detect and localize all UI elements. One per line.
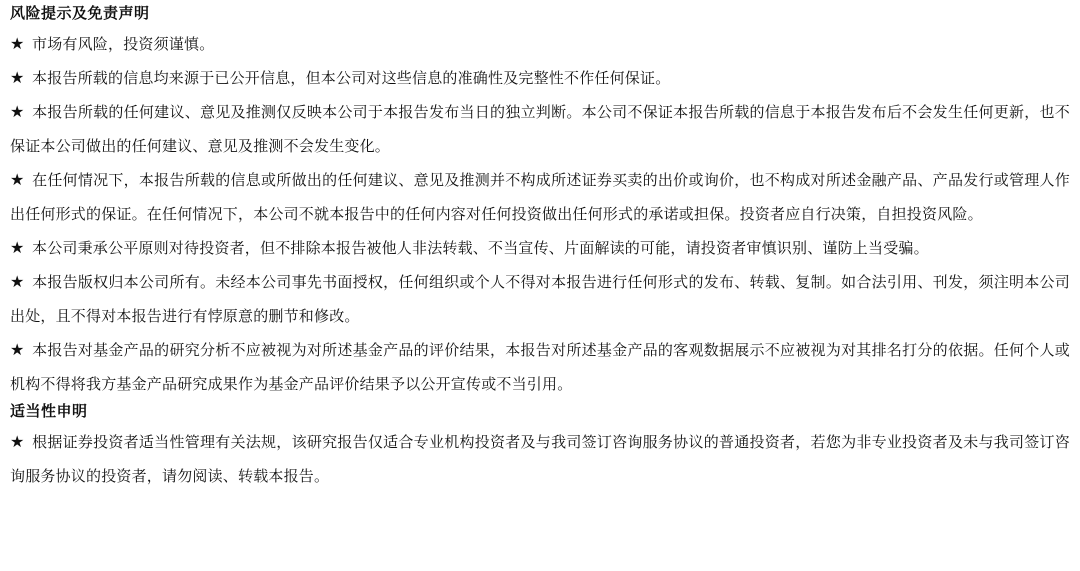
star-icon: ★: [10, 34, 25, 53]
suitability-item: [10, 425, 1070, 493]
disclaimer-item: [10, 61, 1070, 95]
star-icon: ★: [10, 102, 25, 121]
disclaimer-item: [10, 265, 1070, 333]
disclaimer-item: [10, 333, 1070, 401]
star-icon: ★: [10, 170, 25, 189]
star-icon: ★: [10, 340, 25, 359]
star-icon: ★: [10, 68, 25, 87]
disclaimer-item: [10, 163, 1070, 231]
disclaimer-item-text: 市场有风险，投资须谨慎。: [32, 35, 215, 53]
disclaimer-item-text: 本报告所载的信息均来源于已公开信息，但本公司对这些信息的准确性及完整性不作任何保证。: [32, 69, 671, 87]
disclaimer-item-text: 本公司秉承公平原则对待投资者，但不排除本报告被他人非法转载、不当宣传、片面解读的可能，请投资者审慎识别、谨防上当受骗。: [32, 239, 929, 257]
star-icon: ★: [10, 272, 25, 291]
disclaimer-item: [10, 95, 1070, 163]
disclaimer-item-text: 本报告版权归本公司所有。未经本公司事先书面授权，任何组织或个人不得对本报告进行任何形式的发布、转载、复制。如合法引用、刊发，须注明本公司出处，且不得对本报告进行有悖原意的删节和修改。: [10, 273, 1070, 325]
disclaimer-item: [10, 231, 1070, 265]
disclaimer-item-text: 本报告所载的任何建议、意见及推测仅反映本公司于本报告发布当日的独立判断。本公司不保证本报告所载的信息于本报告发布后不会发生任何更新，也不保证本公司做出的任何建议、意见及推测不会发生变化。: [10, 103, 1070, 155]
disclaimer-item: [10, 27, 1070, 61]
disclaimer-item-text: 本报告对基金产品的研究分析不应被视为对所述基金产品的评价结果，本报告对所述基金产品的客观数据展示不应被视为对其排名打分的依据。任何个人或机构不得将我方基金产品研究成果作为基金产品评价结果予以公开宣传或不当引用。: [10, 341, 1070, 393]
disclaimer-item-text: 在任何情况下，本报告所载的信息或所做出的任何建议、意见及推测并不构成所述证券买卖的出价或询价，也不构成对所述金融产品、产品发行或管理人作出任何形式的保证。在任何情况下，本公司不就本报告中的任何内容对任何投资做出任何形式的承诺或担保。投资者应自行决策，自担投资风险。: [10, 171, 1070, 223]
section-title-risk-disclaimer: 风险提示及免责声明: [10, 4, 150, 22]
star-icon: ★: [10, 238, 25, 257]
suitability-item-text: 根据证券投资者适当性管理有关法规，该研究报告仅适合专业机构投资者及与我司签订咨询服务协议的普通投资者，若您为非专业投资者及未与我司签订咨询服务协议的投资者，请勿阅读、转载本报告。: [10, 433, 1070, 485]
section-title-suitability: 适当性申明: [10, 402, 88, 420]
star-icon: ★: [10, 432, 25, 451]
